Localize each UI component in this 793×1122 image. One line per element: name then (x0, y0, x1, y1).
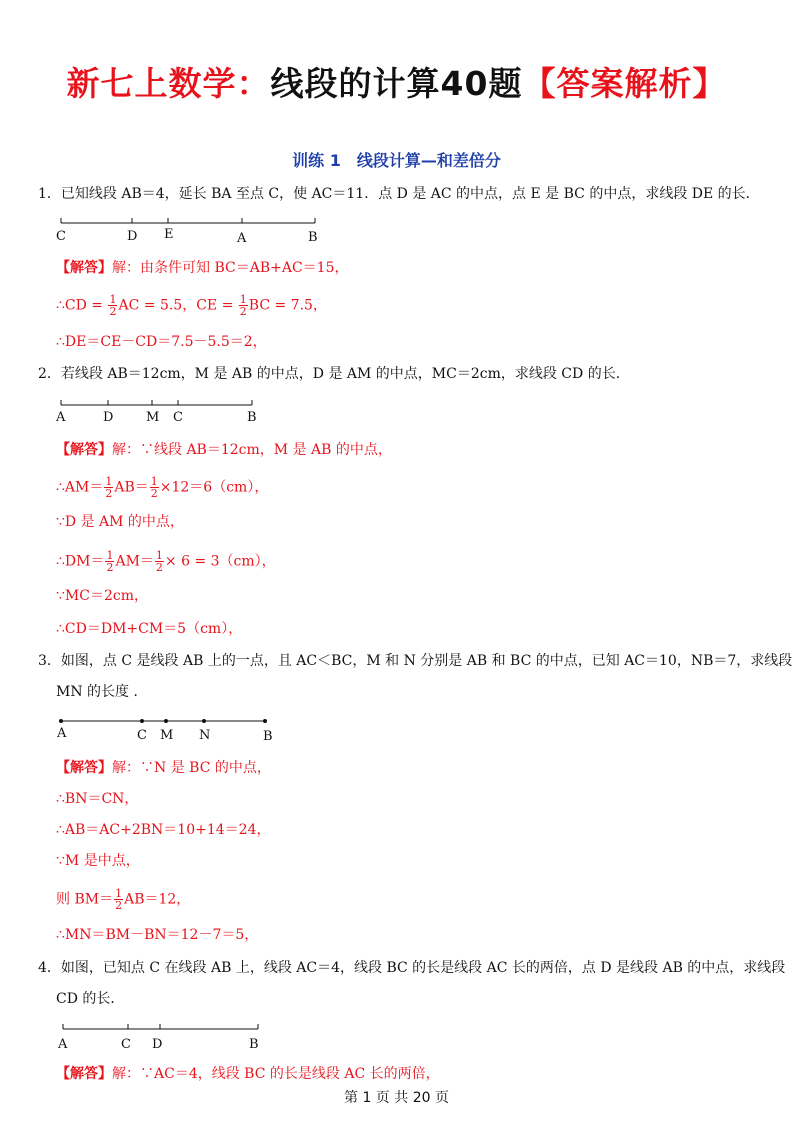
q1-label-a: A (237, 231, 247, 246)
q3-point-c (140, 719, 144, 723)
title-part-2: 线段的计算 (270, 64, 441, 103)
q4-label-b: B (249, 1037, 259, 1052)
q3-answer-line-6: ∴MN＝BM－BN＝12－7＝5， (56, 927, 259, 943)
q2-label-a: A (56, 410, 66, 425)
fraction-half: $\frac{1}{2}$ (150, 475, 158, 500)
q2-answer-line-4: ∴DM＝ $\frac{1}{2}$ AM＝ $\frac{1}{2}$ × 6 = 3（cm）， (56, 549, 276, 574)
fraction-half: $\frac{1}{2}$ (155, 549, 163, 574)
fraction-half: $\frac{1}{2}$ (105, 475, 113, 500)
q3-label-b: B (263, 729, 273, 744)
question-2-text: 2．若线段 AB＝12cm，M 是 AB 的中点，D 是 AM 的中点，MC＝2cm，求线段 CD 的长． (38, 366, 630, 382)
q4-label-a: A (58, 1037, 68, 1052)
question-1-diagram (50, 214, 330, 246)
section-title: 训练 1 线段计算—和差倍分 (292, 151, 501, 170)
answer-tag: 【解答】 (56, 442, 112, 458)
q3-answer-line-4: ∵M 是中点， (56, 853, 140, 869)
q3-point-a (59, 719, 63, 723)
q3-label-c: C (137, 728, 147, 743)
q2-answer-line-2: ∴AM＝ $\frac{1}{2}$ AB＝ $\frac{1}{2}$ ×12＝6（cm）， (56, 475, 269, 500)
answer-tag: 【解答】 (56, 760, 112, 776)
q2-answer-line-5: ∵MC＝2cm， (56, 588, 148, 604)
q2-segment-svg (50, 396, 270, 428)
q4-segment-svg (50, 1020, 280, 1052)
fraction-half: $\frac{1}{2}$ (239, 293, 247, 318)
q3-label-m: M (160, 728, 174, 743)
q2-label-m: M (146, 410, 160, 425)
answer-tag: 【解答】 (56, 1066, 112, 1082)
q1-answer-line-3: ∴DE＝CE－CD＝7.5－5.5＝2， (56, 334, 267, 350)
q1-answer-line-1: 【解答】解：由条件可知 BC＝AB+AC＝15， (56, 260, 349, 276)
q2-label-d: D (103, 410, 114, 425)
q1-label-e: E (164, 227, 174, 242)
question-4-text-cont: CD 的长． (56, 991, 125, 1007)
answer-tag: 【解答】 (56, 260, 112, 276)
q3-point-m (164, 719, 168, 723)
question-4-diagram (50, 1020, 280, 1052)
q1-label-d: D (127, 229, 138, 244)
q1-label-b: B (308, 230, 318, 245)
q3-label-n: N (199, 728, 211, 743)
document-title (0, 58, 793, 105)
question-3-text-cont: MN 的长度 ． (56, 684, 148, 700)
question-1-text: 1．已知线段 AB＝4，延长 BA 至点 C，使 AC＝11．点 D 是 AC 的中点，点 E 是 BC 的中点，求线段 DE 的长． (38, 186, 760, 202)
title-part-5: 【答案解析】 (522, 64, 727, 103)
q3-answer-line-2: ∴BN＝CN， (56, 791, 139, 807)
q4-label-c: C (121, 1037, 131, 1052)
page-footer: 第 1 页 共 20 页 (344, 1090, 449, 1106)
q2-label-b: B (247, 410, 257, 425)
q3-answer-line-1: 【解答】解：∵N 是 BC 的中点， (56, 760, 271, 776)
q3-segment-svg (50, 712, 290, 746)
title-part-3: 40 (440, 64, 489, 103)
q3-point-n (202, 719, 206, 723)
q2-answer-line-3: ∵D 是 AM 的中点， (56, 514, 184, 530)
q4-label-d: D (152, 1037, 163, 1052)
title-part-4: 题 (488, 64, 523, 103)
q3-label-a: A (57, 726, 67, 741)
q4-answer-line-1: 【解答】解：∵AC＝4，线段 BC 的长是线段 AC 长的两倍， (56, 1066, 440, 1082)
question-4-text: 4．如图，已知点 C 在线段 AB 上，线段 AC＝4，线段 BC 的长是线段 AC 长的两倍，点 D 是线段 AB 的中点，求线段 (38, 960, 786, 976)
question-3-diagram (50, 712, 290, 746)
fraction-half: $\frac{1}{2}$ (115, 887, 123, 912)
q2-answer-line-6: ∴CD＝DM+CM＝5（cm）， (56, 621, 243, 637)
question-3-text: 3．如图，点 C 是线段 AB 上的一点，且 AC＜BC，M 和 N 分别是 AB 和 BC 的中点，已知 AC＝10，NB＝7，求线段 (38, 653, 793, 669)
q1-label-c: C (56, 229, 66, 244)
q3-point-b (263, 719, 267, 723)
q2-answer-line-1: 【解答】解：∵线段 AB＝12cm，M 是 AB 的中点， (56, 442, 392, 458)
q1-answer-line-2: ∴CD = $\frac{1}{2}$ AC = 5.5，CE = $\frac{1}{2}$ BC = 7.5， (56, 293, 327, 318)
question-2-diagram (50, 396, 270, 428)
q2-label-c: C (173, 410, 183, 425)
fraction-half: $\frac{1}{2}$ (106, 549, 114, 574)
q3-answer-line-3: ∴AB＝AC+2BN＝10+14＝24， (56, 822, 271, 838)
q1-segment-svg (50, 214, 330, 246)
fraction-half: $\frac{1}{2}$ (109, 293, 117, 318)
q3-answer-line-5: 则 BM＝ $\frac{1}{2}$ AB＝12， (56, 887, 191, 912)
title-part-1: 新七上数学： (66, 64, 271, 103)
